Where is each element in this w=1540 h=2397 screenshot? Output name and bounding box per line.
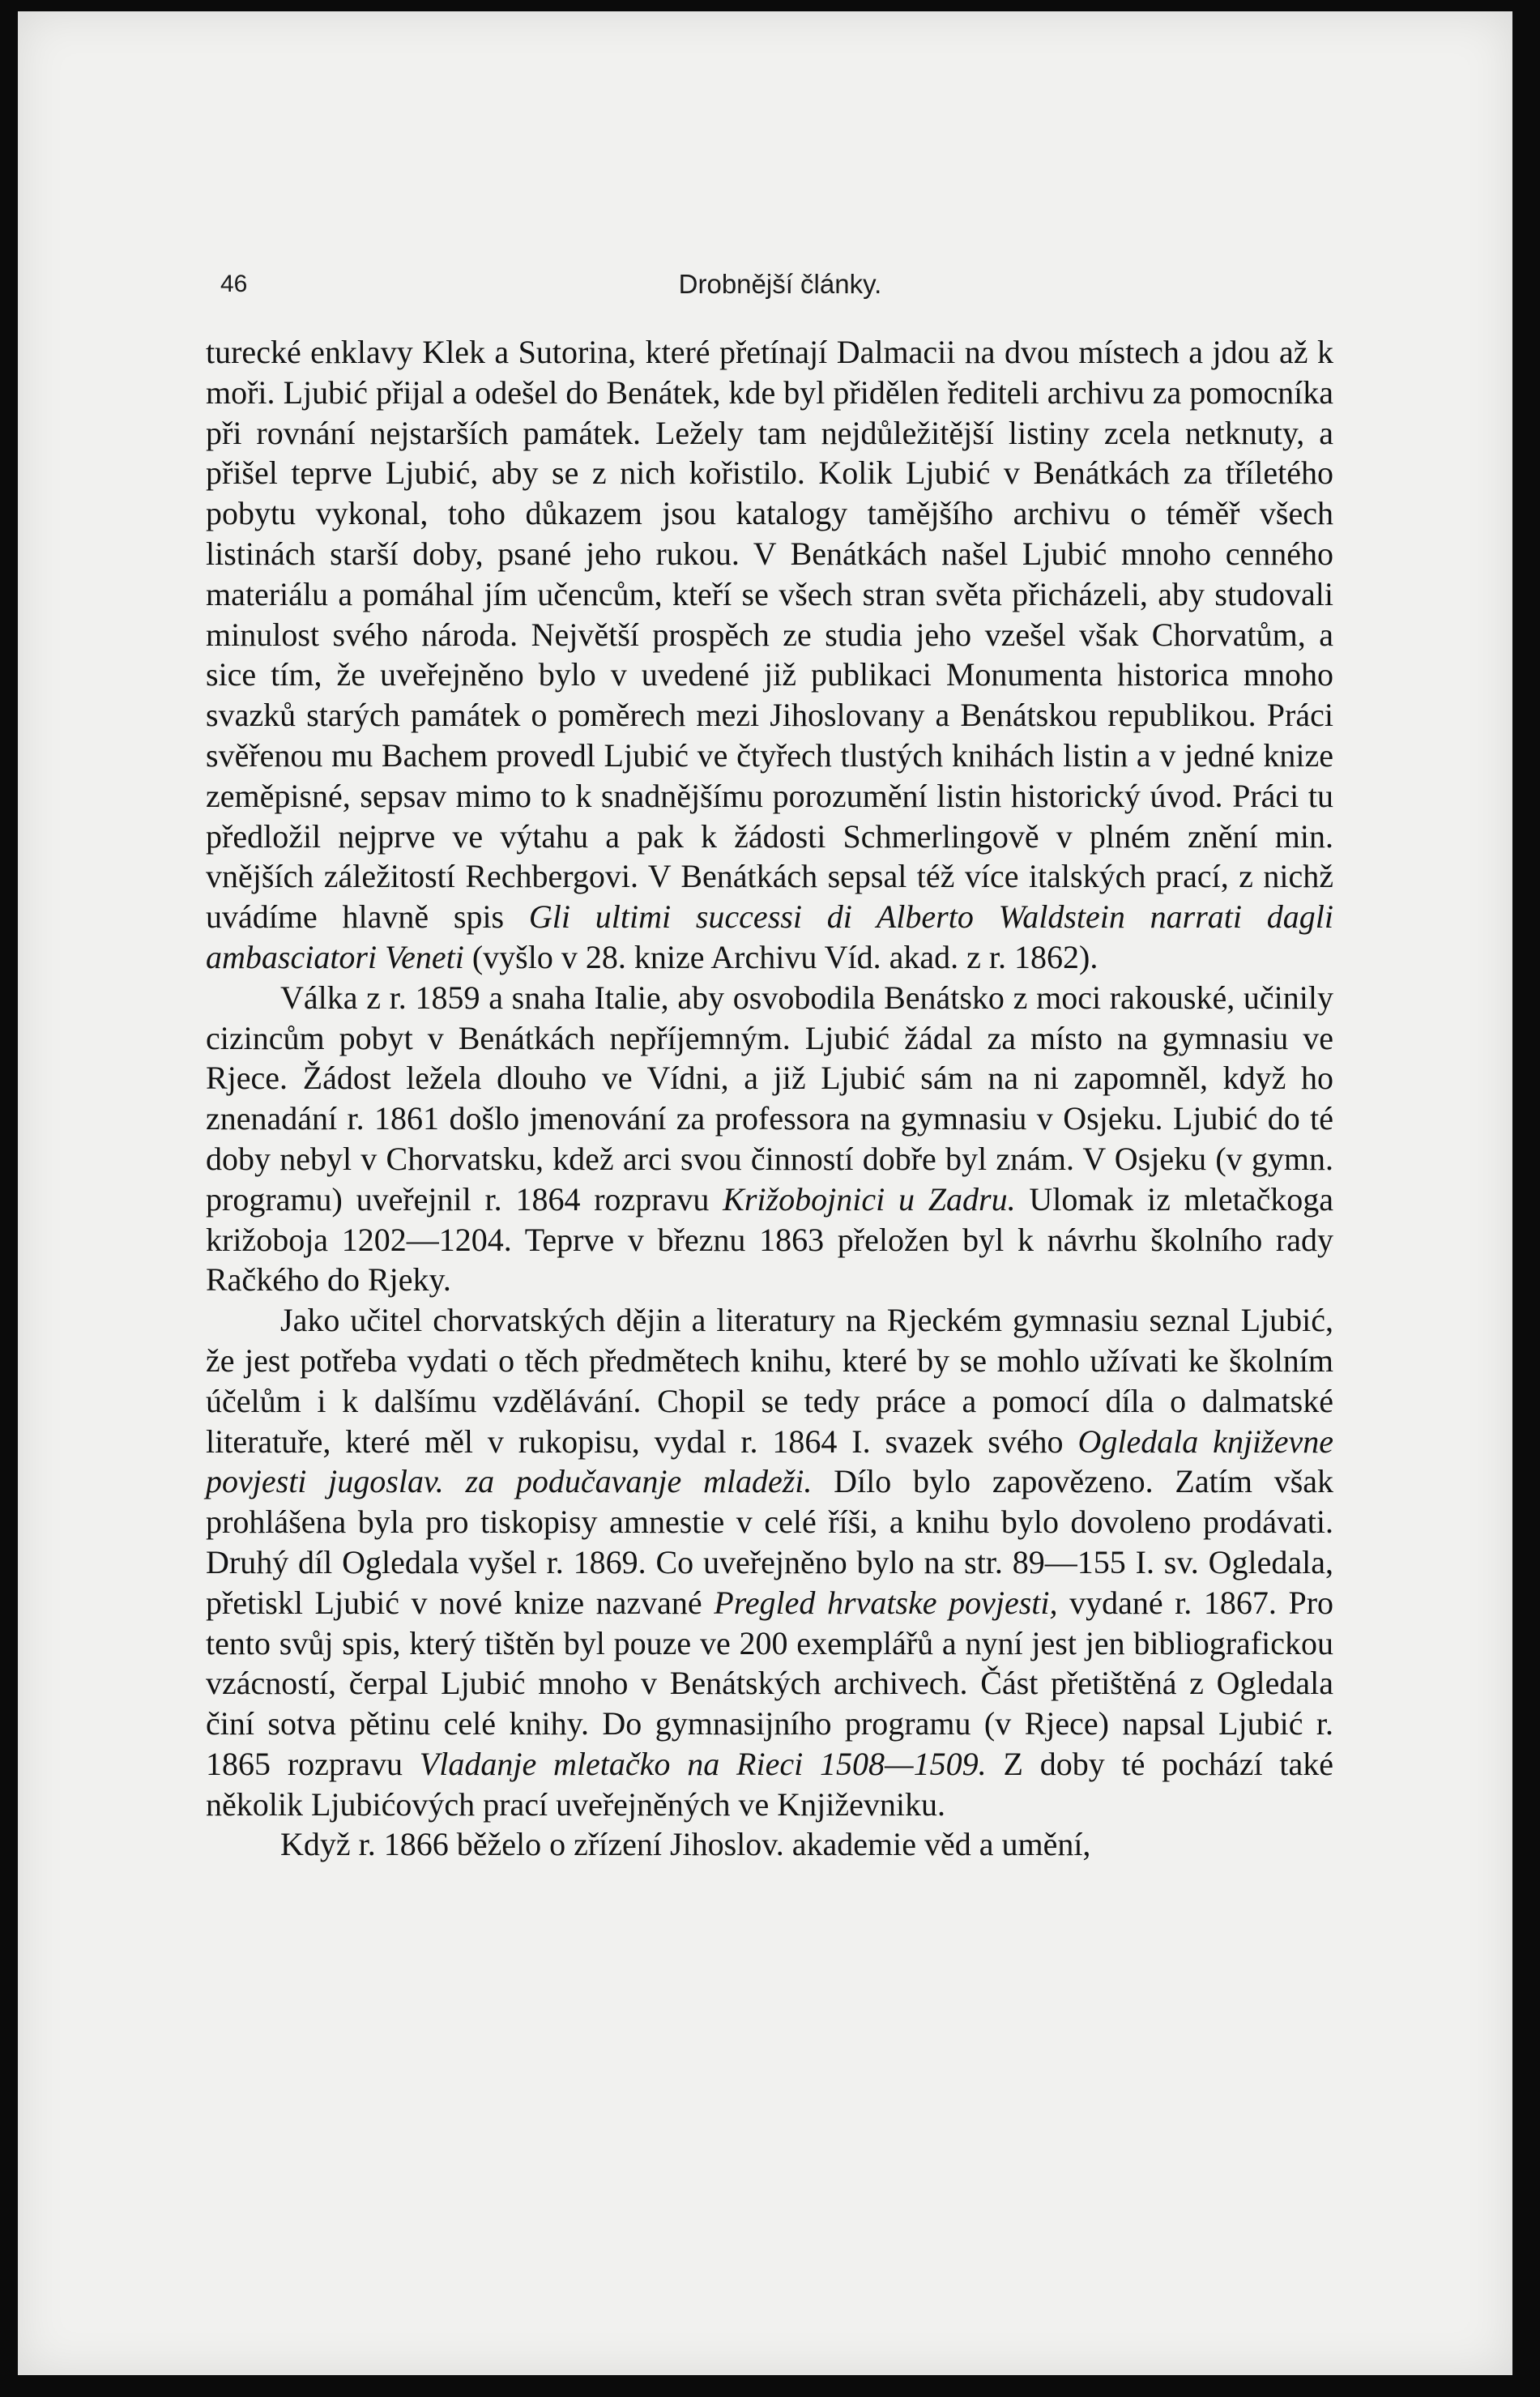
running-title: Drobnější články. — [678, 269, 882, 299]
italic-title: Pregled hrvatske povjesti, — [714, 1584, 1058, 1621]
paragraph-2-text: Válka z r. 1859 a snaha Italie, aby osvobodila Benátsko z moci rakouské, učinily cizincům pobyt v Benátkách nepříjemným. Ljubić žádal za místo na gymnasiu ve Rjece. Žádost ležela dlouho ve Vídni, a již Ljubić sám na ni zapomněl, když ho znenadání r. 1861 došlo jmenování za professora na gymnasiu v Osjeku. Ljubić do té doby nebyl v Chorvatsku, kdež arci svou činností dobře byl znám. V Osjeku (v gymn. programu) uveřejnil r. 1864 rozpravu — [206, 979, 1333, 1218]
italic-title: Vladanje mletačko na Rieci 1508—1509. — [419, 1745, 987, 1782]
paragraph-4 — [206, 1824, 1333, 1865]
paragraph-3-text: Z doby té pochází také několik Ljubićových prací uveřejněných ve Književniku. — [206, 1745, 1334, 1823]
italic-title: Ogledala književne povjesti jugoslav. za podučavanje mladeži. — [206, 1422, 1333, 1500]
italic-title: Gli ultimi successi di Alberto Waldstein narrati dagli ambasciatori Veneti — [206, 898, 1333, 975]
paragraph-3-text: Jako učitel chorvatských dějin a literatury na Rjeckém gymnasiu seznal Ljubić, že jest potřeba vydati o těch předmětech knihu, které by se mohlo užívati ke školním účelům i k dalšímu vzdělávání. Chopil se tedy práce a pomocí díla o dalmatské literatuře, které měl v rukopisu, vydal r. 1864 I. svazek svého — [206, 1302, 1333, 1460]
page-header — [206, 254, 1354, 303]
paragraph-1 — [206, 332, 1333, 978]
page-number: 46 — [220, 271, 248, 297]
italic-title: Križobojnici u Zadru. — [723, 1180, 1016, 1218]
paragraph-1-text: (vyšlo v 28. knize Archivu Víd. akad. z r. 1862). — [471, 938, 1098, 975]
paragraph-3-text: vydané r. 1867. Pro tento svůj spis, který tištěn byl pouze ve 200 exemplářů a nyní jest jen bibliografickou vzácností, čerpal Ljubić mnoho v Benátských archivech. Část přetištěná z Ogledala činí sotva pětinu celé knihy. Do gymnasijního programu (v Rjece) napsal Ljubić r. 1865 rozpravu — [206, 1584, 1334, 1782]
paragraph-4-text: Když r. 1866 běželo o zřízení Jihoslov. akademie věd a umění, — [280, 1826, 1091, 1863]
paragraph-2 — [206, 978, 1333, 1300]
paragraph-2-text: Ulomak iz mletačkoga križoboja 1202—1204. Teprve v březnu 1863 přeložen byl k návrhu školního rady Račkého do Rjeky. — [206, 1180, 1334, 1299]
paragraph-3-text: Dílo bylo zapovězeno. Zatím však prohlášena byla pro tiskopisy amnestie v celé říši, a knihu bylo dovoleno prodávati. Druhý díl Ogledala vyšel r. 1869. Co uveřejněno bylo na str. 89—155 I. sv. Ogledala, přetiskl Ljubić v nové knize nazvané — [206, 1463, 1334, 1621]
paragraph-3 — [206, 1300, 1333, 1824]
paragraph-1-text: turecké enklavy Klek a Sutorina, které přetínají Dalmacii na dvou místech a jdou až k moři. Ljubić přijal a odešel do Benátek, kde byl přidělen řediteli archivu za pomocníka při rovnání nejstarších památek. Ležely tam nejdůležitější listiny zcela netknuty, a přišel teprve Ljubić, aby se z nich kořistilo. Kolik Ljubić v Benátkách za tříletého pobytu vykonal, toho důkazem jsou katalogy tamějšího archivu o téměř všech listinách starší doby, psané jeho rukou. V Benátkách našel Ljubić mnoho cenného materiálu a pomáhal jím učencům, kteří se všech stran světa přicházeli, aby studovali minulost svého národa. Největší prospěch ze studia jeho vzešel však Chorvatům, a sice tím, že uveřejněno bylo v uvedené již publikaci Monumenta historica mnoho svazků starých památek o poměrech mezi Jihoslovany a Benátskou republikou. Práci svěřenou mu Bachem provedl Ljubić ve čtyřech tlustých knihách listin a v jedné knize zeměpisné, sepsav mimo to k snadnějšímu porozumění listin historický úvod. Práci tu předložil nejprve ve výtahu a pak k žádosti Schmerlingově v plném znění min. vnějších záležitostí Rechbergovi. V Benátkách sepsal též více italských prací, z nichž uvádíme hlavně spis — [206, 334, 1333, 936]
article-body — [206, 332, 1333, 1865]
